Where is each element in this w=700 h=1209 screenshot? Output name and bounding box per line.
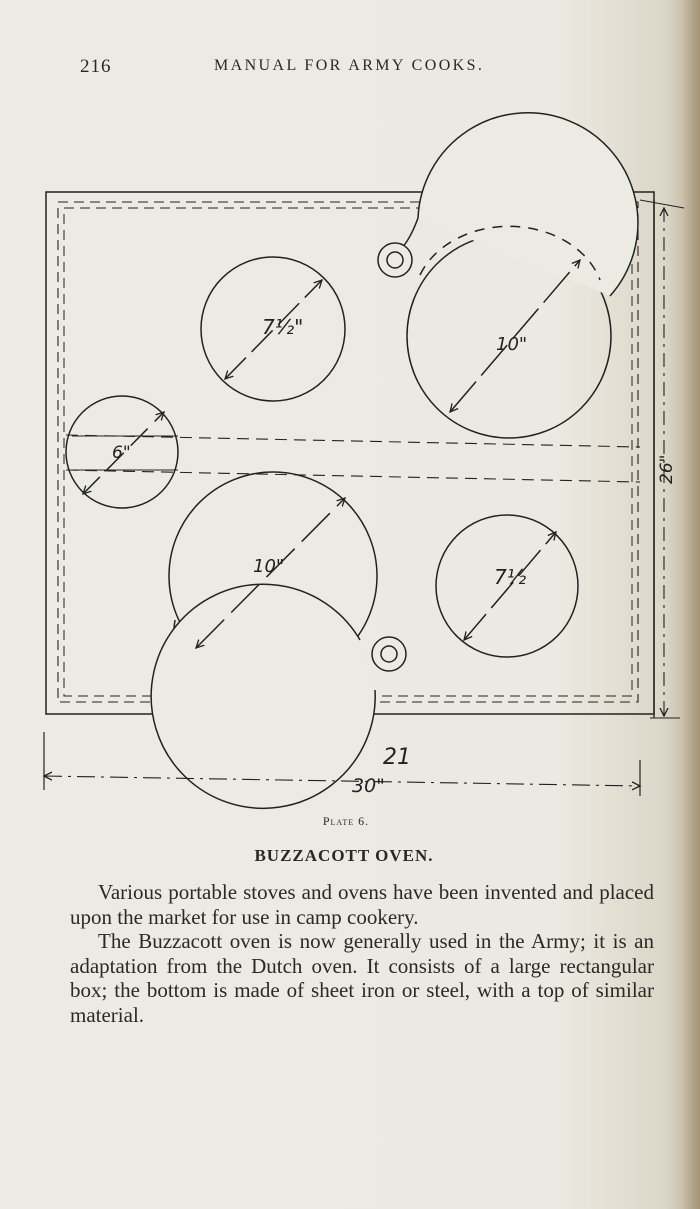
lid-handle-ring-bottom (372, 637, 406, 671)
oven-diagram (0, 100, 700, 820)
label-large-burner-bottom: 10" (253, 556, 285, 577)
page-header (80, 56, 550, 82)
label-width-handwritten: 21 (383, 745, 411, 770)
divider-top (66, 435, 640, 447)
label-left-burner: 6" (112, 443, 131, 463)
label-width-dimension: 30" (352, 775, 385, 797)
label-small-burner-right: 7½ (494, 565, 527, 589)
plate-label: Plate 6. (322, 814, 370, 828)
label-large-burner-right: 10" (496, 334, 528, 355)
paragraph: The Buzzacott oven is now generally used in the Army; it is an adaptation from the Dutch oven. It consists of a large rectangular box; the bottom is made of sheet iron or steel, with a top of similar material. (70, 929, 654, 1027)
page-number: 216 (80, 56, 112, 77)
lid-handle-ring-top (378, 243, 412, 277)
running-title: MANUAL FOR ARMY COOKS. (214, 57, 485, 74)
plate-title: BUZZACOTT OVEN. (254, 846, 434, 865)
label-small-burner-top: 7½" (262, 315, 304, 339)
paragraph: Various portable stoves and ovens have been invented and placed upon the market for use in camp cookery. (70, 880, 654, 929)
label-height-dimension: 26" (657, 454, 677, 484)
divider-bottom (66, 470, 640, 482)
oven-diagram-svg (0, 100, 700, 820)
body-text (70, 880, 654, 1027)
